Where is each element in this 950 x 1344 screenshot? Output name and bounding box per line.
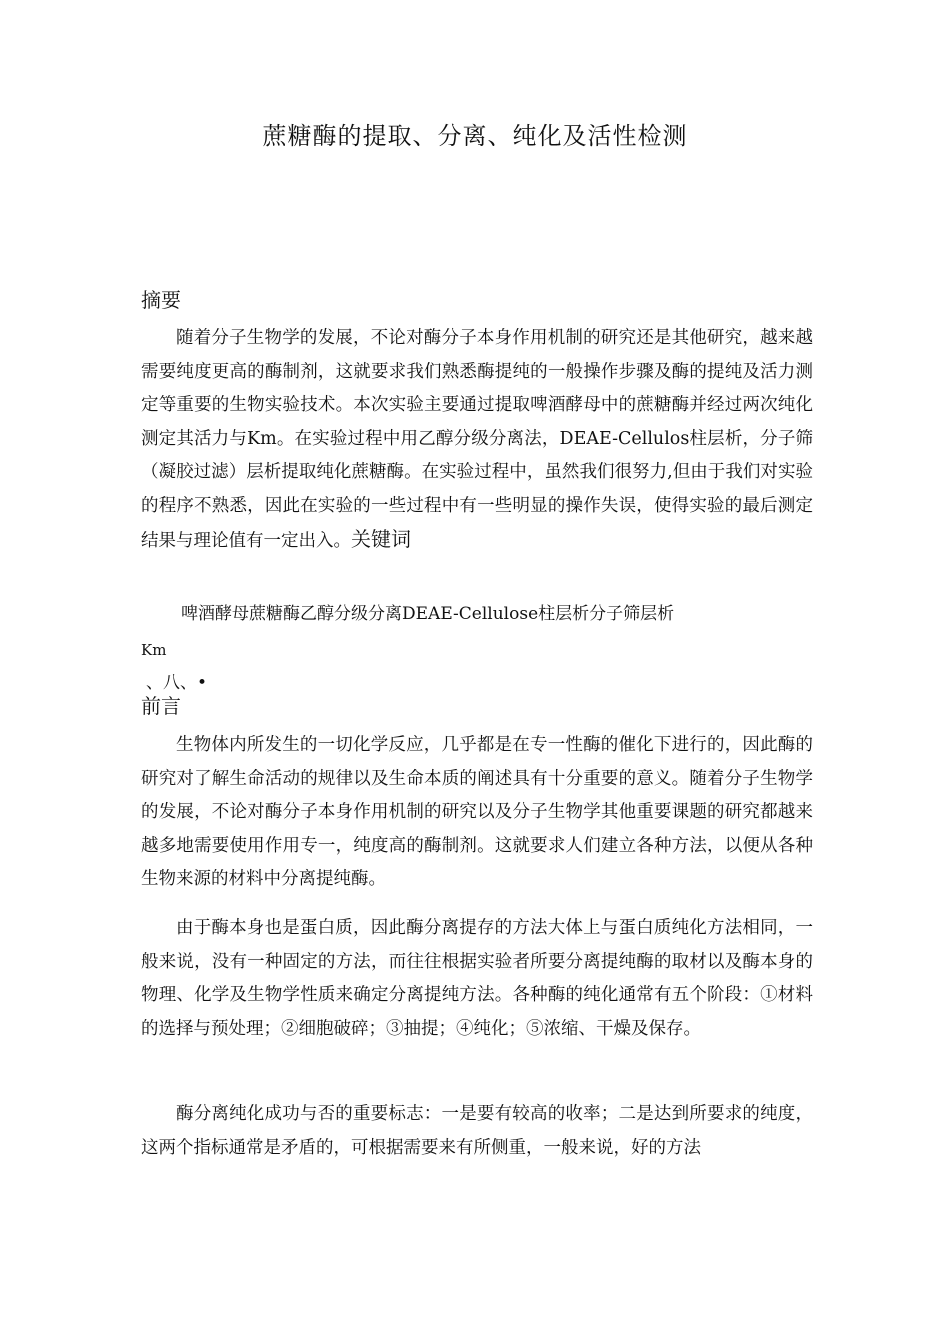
abstract-heading: 摘要 bbox=[141, 288, 181, 312]
abstract-text: 随着分子生物学的发展，不论对酶分子本身作用机制的研究还是其他研究，越来越需要纯度更高的酶制剂，这就要求我们熟悉酶提纯的一般操作步骤及酶的提纯及活力测定等重要的生物实验技术。本次实验主要通过提取啤酒酵母中的蔗糖酶并经过两次纯化测定其活力与Km。在实验过程中用乙醇分级分离法，DEAE-Cellulos柱层析，分子筛（凝胶过滤）层析提取纯化蔗糖酶。在实验过程中，虽然我们很努力,但由于我们对实验的程序不熟悉，因此在实验的一些过程中有一些明显的操作失误，使得实验的最后测定结果与理论值有一定出入。 bbox=[141, 328, 813, 551]
preface-paragraph-2: 由于酶本身也是蛋白质，因此酶分离提存的方法大体上与蛋白质纯化方法相同，一般来说，没有一种固定的方法，而往往根据实验者所要分离提纯酶的取材以及酶本身的物理、化学及生物学性质来确定分离提纯方法。各种酶的纯化通常有五个阶段：①材料的选择与预处理；②细胞破碎；③抽提；④纯化；⑤浓缩、干燥及保存。 bbox=[141, 918, 813, 1039]
preface-paragraph-3: 酶分离纯化成功与否的重要标志：一是要有较高的收率；二是达到所要求的纯度，这两个指标通常是矛盾的，可根据需要来有所侧重，一般来说，好的方法 bbox=[141, 1104, 813, 1158]
keywords-km: Km bbox=[141, 641, 167, 659]
keywords-heading: 关键词 bbox=[351, 527, 411, 551]
keywords-line: 啤酒酵母蔗糖酶乙醇分级分离DEAE-Cellulose柱层析分子筛层析 bbox=[181, 604, 675, 624]
abstract-body bbox=[141, 322, 813, 559]
preface-paragraph-1: 生物体内所发生的一切化学反应，几乎都是在专一性酶的催化下进行的，因此酶的研究对了解生命活动的规律以及生命本质的阐述具有十分重要的意义。随着分子生物学的发展，不论对酶分子本身作用机制的研究以及分子生物学其他重要课题的研究都越来越多地需要使用作用专一，纯度高的酶制剂。这就要求人们建立各种方法，以便从各种生物来源的材料中分离提纯酶。 bbox=[141, 735, 813, 889]
document-title: 蔗糖酶的提取、分离、纯化及活性检测 bbox=[262, 122, 688, 150]
preface-heading: 前言 bbox=[141, 694, 181, 718]
keywords-mark: 、八、• bbox=[146, 673, 208, 693]
